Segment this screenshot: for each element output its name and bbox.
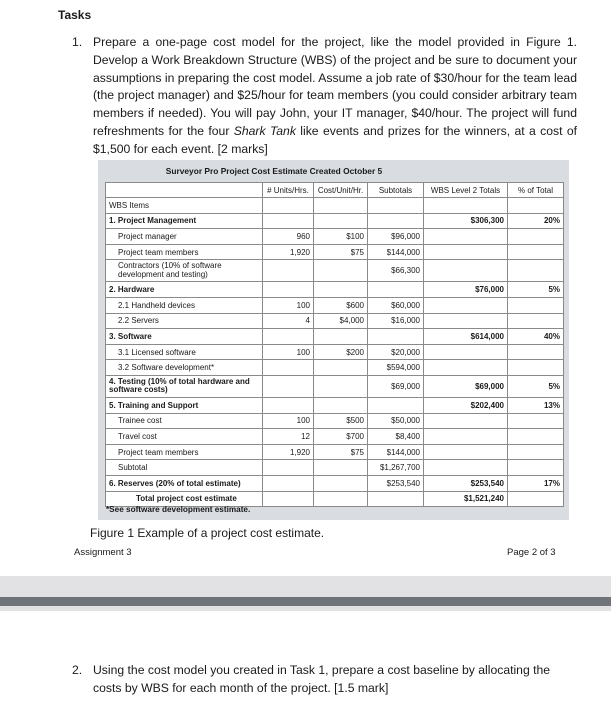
task-1-italic-text: Shark Tank (233, 123, 296, 138)
item-cell: Contractors (10% of software development and testing) (106, 260, 263, 282)
document-page-3 (0, 611, 611, 713)
item-cell: 6. Reserves (20% of total estimate) (106, 475, 263, 491)
task-2-text: Using the cost model you created in Task 1, prepare a cost baseline by allocating the costs by WBS for each month of the project. [1.5 mark] (93, 663, 551, 695)
table-row: Travel cost 12 $700 $8,400 (106, 429, 564, 445)
section-heading: Tasks (58, 8, 92, 22)
item-cell: Travel cost (106, 429, 263, 445)
header-cell: % of Total (508, 183, 564, 198)
figure-caption: Figure 1 Example of a project cost estimate. (90, 526, 325, 540)
item-cell: 4. Testing (10% of total hardware and software costs) (106, 375, 263, 397)
item-cell: Total project cost estimate (106, 491, 263, 507)
table-row: Project team members 1,920 $75 $144,000 (106, 444, 564, 460)
figure-footnote: *See software development estimate. (106, 505, 251, 514)
header-cell: # Units/Hrs. (263, 183, 314, 198)
task-2-number: 2. (72, 663, 83, 677)
table-row: 2. Hardware $76,000 5% (106, 282, 564, 298)
page-break-bar (0, 597, 611, 606)
item-cell: 5. Training and Support (106, 397, 263, 413)
table-header-row (106, 183, 564, 198)
item-cell: Project team members (106, 244, 263, 260)
item-cell: Trainee cost (106, 413, 263, 429)
footer-assignment: Assignment 3 (74, 547, 132, 558)
task-1-text: Prepare a one-page cost model for the project, like the model provided in Figure 1. Develop a Work Breakdown Structure (WBS) of the project and be sure to document your assumptions in preparing the cost model. Assume a job rate of $30/hour for the team lead (the project manager) and $25/hour for team members (you could consider arbitrary team members if needed). You will pay John, your IT manager, $40/hour. The project will fund refreshments for the four Shark Tank like events and prizes for the winners, at a cost of $1,500 for each event. [2 marks] (93, 35, 577, 156)
item-cell: 1. Project Management (106, 213, 263, 229)
item-cell: 2. Hardware (106, 282, 263, 298)
item-cell: 3.1 Licensed software (106, 344, 263, 360)
item-cell: Project manager (106, 229, 263, 245)
table-row: 6. Reserves (20% of total estimate) $253,540 $253,540 17% (106, 475, 564, 491)
table-row: 3.2 Software development* $594,000 (106, 360, 564, 376)
table-row: Total project cost estimate $1,521,240 (106, 491, 564, 507)
item-cell: 2.2 Servers (106, 313, 263, 329)
header-cell: Subtotals (368, 183, 424, 198)
table-row: 2.1 Handheld devices 100 $600 $60,000 (106, 297, 564, 313)
table-row: 3. Software $614,000 40% (106, 329, 564, 345)
item-cell: WBS Items (106, 198, 263, 214)
task-2 (72, 662, 577, 698)
item-cell: 3. Software (106, 329, 263, 345)
task-1 (72, 34, 577, 159)
cost-estimate-table (105, 182, 564, 507)
item-cell: 3.2 Software development* (106, 360, 263, 376)
table-row: 3.1 Licensed software 100 $200 $20,000 (106, 344, 564, 360)
table-row: Project team members 1,920 $75 $144,000 (106, 244, 564, 260)
table-row: 5. Training and Support $202,400 13% (106, 397, 564, 413)
item-cell: 2.1 Handheld devices (106, 297, 263, 313)
table-row: Contractors (10% of software development and testing) $66,300 (106, 260, 564, 282)
table-row: Project manager 960 $100 $96,000 (106, 229, 564, 245)
table-row (106, 198, 564, 214)
table-row: 4. Testing (10% of total hardware and software costs) $69,000 $69,000 5% (106, 375, 564, 397)
footer-page-number: Page 2 of 3 (507, 547, 556, 558)
table-row: Subtotal $1,267,700 (106, 460, 564, 476)
task-1-number: 1. (72, 35, 83, 49)
table-row: Trainee cost 100 $500 $50,000 (106, 413, 564, 429)
figure-title: Surveyor Pro Project Cost Estimate Created October 5 (165, 166, 383, 176)
cost-estimate-figure (98, 160, 569, 520)
item-cell: Project team members (106, 444, 263, 460)
header-cell: WBS Level 2 Totals (424, 183, 508, 198)
table-row: 2.2 Servers 4 $4,000 $16,000 (106, 313, 564, 329)
table-row: 1. Project Management $306,300 20% (106, 213, 564, 229)
item-cell: Subtotal (106, 460, 263, 476)
header-cell: Cost/Unit/Hr. (314, 183, 368, 198)
header-cell (106, 183, 263, 198)
